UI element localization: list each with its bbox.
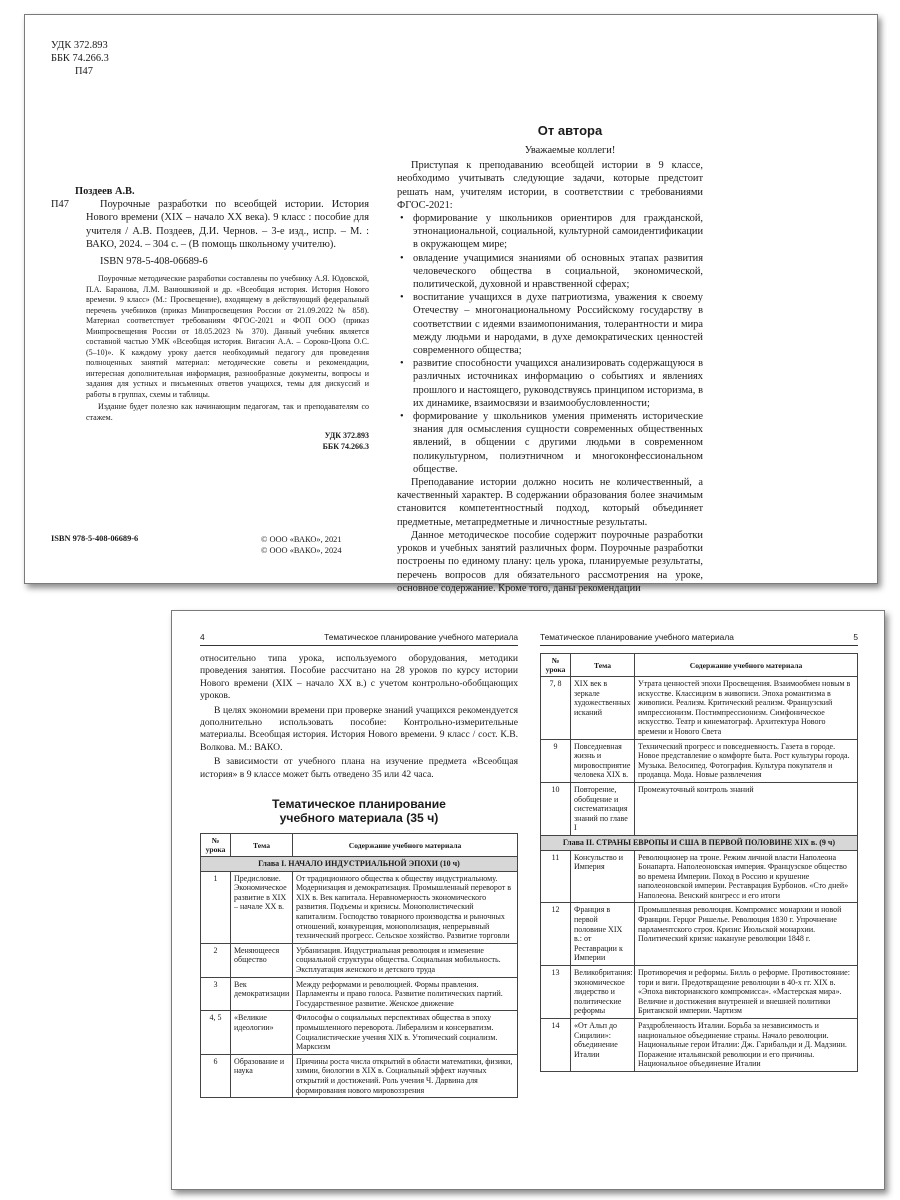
copyright-line: © ООО «ВАКО», 2024 <box>261 546 342 555</box>
page-4-text <box>200 653 518 781</box>
lesson-content: Урбанизация. Индустриальная революция и изменение социальной структуры общества. Социальная мобильность. Эксплуатация женского и детского труда <box>293 943 518 977</box>
lesson-content: Философы о социальных перспективах общества в эпоху промышленного переворота. Либерализм и консерватизм. Социалистические учения XIX в. Утопический социализм. Марксизм <box>293 1011 518 1054</box>
lesson-content: Утрата ценностей эпохи Просвещения. Взаимообмен новым в искусстве. Классицизм в живописи. Эпоха романтизма в живописи. Реализм. Критический реализм. Французский импрессионизм. Постимпрессионизм. Симфоническое искусство. Театр и кинематограф. Архитектура Нового времени и Нового Света <box>635 677 858 740</box>
annotation: Поурочные методические разработки составлены по учебнику А.Я. Юдовской, П.А. Баранова, Л.М. Ванюшкиной и др. «Всеобщая история. История Нового времени. 9 класс» (М.: Просвещение), входящему в действующий федеральный перечень учебников (приказ Минпросвещения России от 21.09.2022 № 858). Материал соответствует требованиям ФГОС-2021 и ФОП ООО (приказ Минпросвещения России от 18.05.2023 № 370). Данный учебник является составной частью УМК «Всеобщая история. Вигасин А.А. – Сороко-Цюпа О.С. (5–10)». К каждому уроку дается необходимый педагогу для проведения полноценных занятий материал: методические советы и рекомендации, интересная дополнительная информация, разнообразные документы, вопросы и задания для устных и письменных ответов учащихся, темы для дискуссий и работы в группах, схемы и таблицы. <box>86 274 369 399</box>
lesson-topic: Повседневная жизнь и мировосприятие человека XIX в. <box>571 739 635 782</box>
lesson-content: Промежуточный контроль знаний <box>635 782 858 835</box>
table-row <box>201 1054 518 1097</box>
udk-block <box>51 39 109 78</box>
paragraph: В целях экономии времени при проверке знаний учащихся рекомендуется дополнительно использовать пособие: Контрольно-измерительные материалы. Всеобщая история. История Нового времени. 9 класс / сост. К.В. Волкова. М.: ВАКО. <box>200 704 518 753</box>
top-page <box>24 14 878 594</box>
page-number: 4 <box>200 632 205 642</box>
table-row <box>541 903 858 966</box>
column-header: № урока <box>541 654 571 677</box>
copyright-line: © ООО «ВАКО», 2021 <box>261 535 342 544</box>
table-row <box>201 1011 518 1054</box>
goal-item: • развитие способности учащихся анализировать содержащуюся в различных источниках информацию о событиях и явлениях прошлого и настоящего, руководствуясь принципом историзма, в их динамике, взаимосвязи и взаимообусловленности; <box>397 357 703 410</box>
author-name: Поздеев А.В. <box>75 186 135 197</box>
table-row <box>541 966 858 1019</box>
lesson-topic: «От Альп до Сицилии»: объединение Италии <box>571 1019 635 1072</box>
lesson-number: 12 <box>541 903 571 966</box>
lesson-topic: Предисловие. Экономическое развитие в XIX – начале XX в. <box>231 871 293 943</box>
table-row <box>541 1019 858 1072</box>
lesson-number: 2 <box>201 943 231 977</box>
lesson-content: Противоречия и реформы. Билль о реформе. Противостояние: тори и виги. Предотвращение революции в 40-х гг. XIX в. «Эпоха викторианского компромисса». «Мастерская мира». Величие и достижения внутренней и внешней политики Британской империи. Чартизм <box>635 966 858 1019</box>
table-row <box>201 871 518 943</box>
goal-item: • формирование у школьников ориентиров для гражданской, этнонациональной, социальной, культурной самоидентификации в окружающем мире; <box>397 212 703 252</box>
lesson-number: 3 <box>201 977 231 1011</box>
lesson-topic: Меняющееся общество <box>231 943 293 977</box>
preface-paragraph: Преподавание истории должно носить не количественный, а качественный характер. В содержании образования более значимым становится компетентностный подход, который объединяет предметные, метапредметные и личностные результаты. <box>397 477 703 528</box>
biblio-description-row <box>51 198 369 251</box>
table-row <box>201 977 518 1011</box>
preface-column <box>397 123 703 595</box>
page-4 <box>200 631 518 1098</box>
lesson-topic: «Великие идеологии» <box>231 1011 293 1054</box>
plan-table <box>200 833 518 1098</box>
lesson-number: 14 <box>541 1019 571 1072</box>
lesson-number: 7, 8 <box>541 677 571 740</box>
page-5 <box>540 631 858 1072</box>
chapter-row <box>541 835 858 850</box>
table-row <box>541 850 858 903</box>
lesson-topic: Век демократизации <box>231 977 293 1011</box>
lesson-number: 13 <box>541 966 571 1019</box>
column-header: Содержание учебного материала <box>635 654 858 677</box>
running-header <box>540 631 858 646</box>
table-header-row <box>201 834 518 857</box>
goal-item: • воспитание учащихся в духе патриотизма, уважения к своему Отечеству – многонациональному Российскому государству в соответствии с идеями взаимопонимания, толерантности и мира между людьми и народами, в духе демократических ценностей современного общества; <box>397 291 703 357</box>
table-row <box>201 943 518 977</box>
chapter-title: Глава II. СТРАНЫ ЕВРОПЫ И США В ПЕРВОЙ ПОЛОВИНЕ XIX в. (9 ч) <box>541 835 858 850</box>
lesson-topic: Великобритания: экономическое лидерство и политические реформы <box>571 966 635 1019</box>
paragraph: относительно типа урока, используемого оборудования, методики проведения занятия. Пособие рассчитано на 28 уроков по курсу истории Нового времени (XIX – начало XX в.) с учетом контрольно-обобщающих уроков. <box>200 653 518 702</box>
bottom-spread <box>171 610 885 1190</box>
page-number: 5 <box>853 632 858 642</box>
lesson-number: 1 <box>201 871 231 943</box>
table-row <box>541 739 858 782</box>
greeting: Уважаемые коллеги! <box>524 145 616 156</box>
bbk-line: ББК 74.266.3 <box>51 53 109 64</box>
column-header: Тема <box>231 834 293 857</box>
column-header: № урока <box>201 834 231 857</box>
isbn-line: ISBN 978-5-408-06689-6 <box>100 256 208 268</box>
author-mark-line: П47 <box>75 66 93 77</box>
chapter-title: Глава I. НАЧАЛО ИНДУСТРИАЛЬНОЙ ЭПОХИ (10 ч) <box>201 857 518 872</box>
plan-table-continued <box>540 653 858 1072</box>
column-header: Тема <box>571 654 635 677</box>
section-title: Тематическое планирование учебного материала (35 ч) <box>272 797 446 826</box>
lesson-topic: Консульство и Империя <box>571 850 635 903</box>
udk-bottom-line: УДК 372.893 <box>324 431 369 441</box>
isbn-footer: ISBN 978-5-408-06689-6 <box>51 534 139 543</box>
lesson-number: 11 <box>541 850 571 903</box>
table-row <box>541 782 858 835</box>
biblio-description: Поурочные разработки по всеобщей истории. История Нового времени (XIX – начало XX века). 9 класс : пособие для учителя / А.В. Поздеев, Д.И. Чернов. – 3-е изд., испр. – М. : ВАКО, 2024. – 304 с. – (В помощь школьному учителю). <box>86 199 369 250</box>
annotation-usage: Издание будет полезно как начинающим педагогам, так и преподавателям со стажем. <box>86 402 369 422</box>
table-header-row <box>541 654 858 677</box>
lesson-content: Причины роста числа открытий в области математики, физики, химии, биологии в XIX в. Социальный эффект научных открытий и достижений. Роль учения Ч. Дарвина для формирования нового мировоззрения <box>293 1054 518 1097</box>
running-title: Тематическое планирование учебного материала <box>540 632 734 642</box>
lesson-topic: Образование и наука <box>231 1054 293 1097</box>
goals-list <box>397 212 703 476</box>
lesson-content: От традиционного общества к обществу индустриальному. Модернизация и демократизация. Промышленный переворот в XIX в. Век капитала. Неравномерность экономического развития. Подъемы и кризисы. Монополистический капитализм. Господство товарного производства и рыночных отношений, конкуренция, монополизация, непрерывный технический прогресс. Сельское хозяйство. Развитие торговли <box>293 871 518 943</box>
column-header: Содержание учебного материала <box>293 834 518 857</box>
lesson-number: 10 <box>541 782 571 835</box>
lesson-content: Революционер на троне. Режим личной власти Наполеона Бонапарта. Наполеоновская империя. Французское общество во времена Империи. Поход в Россию и крушение наполеоновской империи. Реставрация Бурбонов. «Сто дней» Наполеона. Венский конгресс и его итоги <box>635 850 858 903</box>
running-title: Тематическое планирование учебного материала <box>324 632 518 642</box>
chapter-row <box>201 857 518 872</box>
lesson-content: Промышленная революция. Компромисс монархии и новой Франции. Герцог Ришелье. Революция 1830 г. Упрочнение парламентского строя. Кризис Июльской монархии. Политический кризис накануне революции 1848 г. <box>635 903 858 966</box>
lesson-number: 6 <box>201 1054 231 1097</box>
goal-item: • овладение учащимися знаниями об основных этапах развития человеческого общества в социальной, экономической, политической, духовной и нравственной сферах; <box>397 252 703 292</box>
lesson-topic: Повторение, обобщение и систематизация знаний по главе I <box>571 782 635 835</box>
lesson-content: Между реформами и революцией. Формы правления. Парламенты и право голоса. Развитие политических партий. Государственное развитие. Женское движение <box>293 977 518 1011</box>
goal-item: • формирование у школьников умения применять исторические знания для осмысления сущности современных общественных явлений, в общении с другими людьми в современном поликультурном, полиэтничном и многоконфессиональном обществе. <box>397 410 703 476</box>
preface-title: От автора <box>537 123 603 138</box>
bbk-bottom-line: ББК 74.266.3 <box>322 441 369 451</box>
biblio-record <box>51 185 369 452</box>
preface-paragraph: Данное методическое пособие содержит поурочные разработки уроков и учебных занятий различных форм. Поурочные разработки построены по единому плану: цель урока, планируемые результаты, перечень вопросов для обязательного рассмотрения на уроке, основное содержание. Кроме того, даны рекомендации <box>397 529 703 594</box>
table-row <box>541 677 858 740</box>
preface-intro: Приступая к преподаванию всеобщей истории в 9 классе, необходимо учитывать следующие задачи, которые предстоит решать нам, учителям истории, в соответствии с требованиями ФГОС-2021: <box>397 160 703 211</box>
lesson-topic: Франция в первой половине XIX в.: от Реставрации к Империи <box>571 903 635 966</box>
copyright-block <box>261 534 342 556</box>
lesson-number: 9 <box>541 739 571 782</box>
running-header <box>200 631 518 646</box>
lesson-topic: XIX век в зеркале художественных исканий <box>571 677 635 740</box>
udk-line: УДК 372.893 <box>51 40 108 51</box>
lesson-number: 4, 5 <box>201 1011 231 1054</box>
lesson-content: Технический прогресс и повседневность. Газета в городе. Новое представление о комфорте быта. Рост культуры города. Музыка. Велосипед. Фотография. Культура покупателя и продавца. Мода. Новые развлечения <box>635 739 858 782</box>
udk-bottom <box>51 431 369 452</box>
lesson-content: Раздробленность Италии. Борьба за независимость и национальное объединение страны. Начало революции. Национальные герои Италии: Дж. Гарибальди и Д. Мадзини. Поражение итальянской революции и его причины. Национальное объединение Италии <box>635 1019 858 1072</box>
paragraph: В зависимости от учебного плана на изучение предмета «Всеобщая история» в 9 классе может быть отведено 35 или 42 часа. <box>200 756 518 780</box>
biblio-code: П47 <box>51 199 69 211</box>
